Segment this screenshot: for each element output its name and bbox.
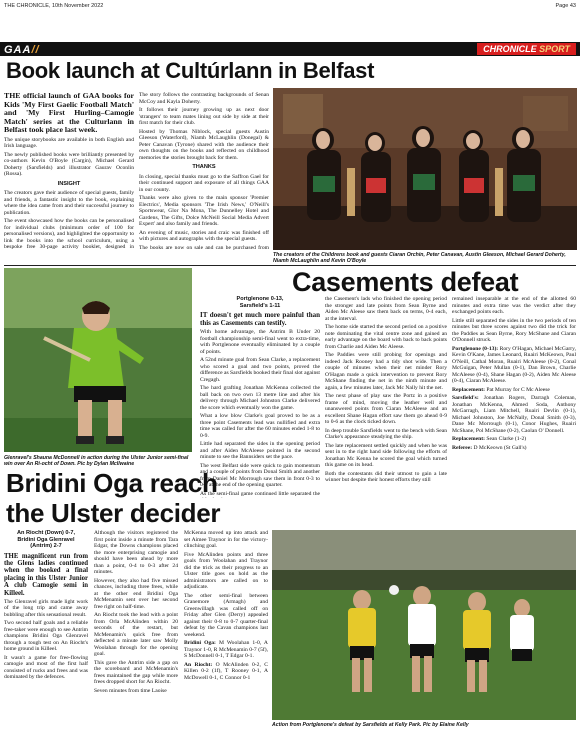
casements-para: the Casement's lads who finished the opening period the stronger and late points from Sean Byrne and Aiden Mc Aleese saw them back on terms, 0-4 each, at the interval. (325, 296, 447, 322)
book-para: Hosted by Thomas Niblock, special guests Austin Gleeson (Waterford), Niamh McLaughlin (Donegal) & Peter Canavan (Tyrone) shared with the audience their own thoughts on the books and reflected on childhood memories the stories brought back for them. (139, 128, 269, 161)
chronicle-sport-logo: CHRONICLE SPORT (477, 43, 576, 55)
masthead (0, 0, 580, 12)
book-lead: THE official launch of GAA books for Kids 'My First Gaelic Football Match' and 'My First Hurling–Camogie Match' series at the Culturlann in Belfast took place last week. (4, 92, 134, 135)
book-para: In closing, special thanks must go to the Saffron Gael for their continued support and exposure of all things GAA in our county. (139, 173, 269, 193)
book-para: The story follows the contrasting backgrounds of Senan McCoy and Kayla Doherty. (139, 92, 269, 105)
bridini-para: McKenna moved up into attack and set Aimee Traynor in for the victory-clinching goal. (184, 530, 268, 549)
insight-subhead: INSIGHT (57, 180, 81, 187)
book-headline: Book launch at Cultúrlann in Belfast (6, 58, 375, 83)
team-label: Portglenone (0-13): (452, 345, 499, 352)
bridini-para: Although the visitors registered the first point inside a minute from Tara Edgar, the Downs champions placed the more enterprising camogie and should have been ahead by more than a point, 0-4 to 0-3 after 24 minutes. (94, 530, 178, 575)
team-label: Replacement: (452, 436, 485, 442)
casements-para: The hard grafting Jonathan McKenna collected the ball back on two own 13 metre line and after his delivery through Michael Johnston Clarke delivered the score which eventually won the game. (200, 385, 320, 411)
casements-para: The next phase of play saw the Portz in a positive frame of mind, moving the leather well and unanswered points from Ciaran McAleese and an excellent Shane Hagan effort saw them go ahead 0-9 to 0-6 as the clock ticked down. (325, 393, 447, 425)
team-lineup: Referee: D McKeown (St Gall's) (452, 444, 527, 451)
bridini-lead: THE magnificent run from the Glens ladies continued when the booked a final placing in this Ulster Junior A club Camogie semi in Killeel. (4, 552, 88, 597)
casements-para: Little still separated the sides in the two periods of ten minutes but three scores against two did the trick for the Paddies as Sean Byrne, Rory McShane and Ciaran O'Donnell struck. (452, 317, 576, 343)
casements-para: As the semi-final game continued little separated the (200, 490, 320, 497)
bridini-score-3: (Antrim) 2-7 (30, 543, 62, 549)
bridini-headline-line-2: the Ulster decider (6, 498, 221, 528)
gaa-section-logo: GAA// (4, 44, 40, 56)
team-lineup: Replacement: Pat Murray for C Mc Aleese (452, 386, 550, 393)
casements-para: The west Belfast side were quick to gain momentum and a couple of points from Donal Smith and another from Daniel Mc Morrough saw them in front 0-3 to 0-1 at the end of the opening quarter. (200, 462, 320, 489)
casements-column-3 (452, 296, 576, 528)
casements-para: A 52nd minute goal from Sean Clarke, a replacement who scored a goal and two points, proved the difference as Sarsfields booked their final slot against Cregagh. (200, 357, 320, 383)
bridini-column-3 (184, 530, 268, 735)
book-para: The event showcased how the books can be personalised for individual clubs (minimum order of 100 for personalised versions), and highlighted the opportunity to link the books into the school curriculum, using a bespoke free 30-page activity booklet, designed in (4, 218, 134, 250)
book-column-2 (139, 92, 269, 250)
bridini-para: The Glenravel girls made light work of the long trip and came away bubbling after this sensational result. (4, 598, 88, 618)
bridini-column-1 (4, 530, 88, 735)
casements-para: What a low blow Clarke's goal proved to be as a three point Casements lead was nullified and extra time was called for after the 60 minutes ended 1-8 to 0-9. (200, 413, 320, 439)
bridini-headline-line-1: Bridini Oga reach (6, 468, 218, 498)
football-photo-caption: Action from Portglenone's defeat by Sarsfields at Kelly Park. Pic by Elaine Kelly (272, 722, 469, 728)
bridini-para: An Riocht took the lead with a point from Orla McAlinden within 20 seconds of the restart, but McMenamin's quick free from deflected a minute later saw Molly Woolahan through for the opening goal. (94, 612, 178, 657)
book-para: An evening of music, stories and craic was finished off with pictures and autographs with the special guests. (139, 229, 269, 242)
bridini-para: This gave the Antrim side a gap on the scoreboard and McMenamin's frees maintained the gap while more frees dropped short for An Riocht. (94, 659, 178, 685)
casements-score-2: Sarsfield's 1-11 (239, 302, 281, 309)
bridini-score-2: Bridini Oga Glenravel (17, 536, 75, 543)
team-label: Referee: (452, 444, 473, 451)
bridini-lineup: An Riocht: O McAlinden 0-2, C Killen 0-2 (1f), T Rooney 0-1, A McDowell 0-1, C Connor 0-1 (184, 661, 268, 681)
casements-para: remained inseparable at the end of the allotted 60 minutes and extra time was the verdict after they exchanged points each. (452, 296, 576, 315)
bridini-para: Two second half goals and a reliable free-taker were enough to see Antrim champions Bridini Oga Glenravel through a tough test on An Riocht's home ground in Killeel. (4, 620, 88, 653)
bridini-lineup: Bridini Oga: M Woolahan 1-0, A Traynor 1-0, R McMenamin 0-7 (5f), S McDonnell 0-1, T Edgar 0-1. (184, 640, 268, 659)
bridini-para: Seven minutes from time Laoise (94, 687, 167, 694)
team-lineup: Portglenone (0-13): Rory O'Hagan, Michael McGarry, Kevin O'Kane, James Leonard, Ruairi McKeown, Paul O'Neill, Cathal Moran, Ruairi McAleese (0-2), Conal McGuigan, Peter Mullan (0-1), Dan Brown, Charlie McAleese (0-4), Shane Hagan (0-2), Aiden Mc Aleese (0-4), Ciaran McAleese. (452, 345, 576, 384)
bridini-para: It wasn't a game for free-flowing camogie and most of the first half consisted of rucks and frees and was dominated by the defences. (4, 654, 88, 681)
page-number: Page 43 (555, 3, 576, 9)
book-para: The unique storybooks are available in both English and Irish language. (4, 136, 134, 150)
casements-column-2 (325, 296, 447, 498)
casements-para: Little had separated the sides in the opening period and after Aiden McAleese pointed in the second minute to see the Bannsiders set the pace. (200, 441, 320, 461)
casements-para: Both the contestants did their utmost to gain a late winner but despite their honest efforts they still (325, 470, 447, 483)
football-action-photo (272, 530, 576, 720)
casements-column-1 (200, 296, 320, 498)
bridini-para: The other semi-final between Granemore (Armagh) and Greenwillagh was called off on Friday after Glen (Derry) appealed against their 0-8 to 0-7 quarter-final defeat by the Cavan champions last weekend. (184, 592, 268, 638)
book-launch-photo (273, 88, 577, 250)
book-para: The creators gave their audience of special guests, family and friends, a fantastic insight to the book, explaining where the idea came from and their successful journey to publication. (4, 190, 134, 216)
bridini-score-1: An Riocht (Down) 0-7, (16, 530, 76, 536)
book-column-1 (4, 92, 134, 250)
team-lineup: Sarsfield's: Jonathan Rogers, Darragh Coleman, Jonathan McKenna, Ahmed Soda, Anthony McGarragh, Liam Mitchell, Ruairi Devlin (0-1), Michael Johnston, Joe McNally, Donal Smith (0-3), Dane Mc Morrough (0-1), Conor Hughes, Ruairi McShane, Pol McShane (0-2), Caolan O' Donnell. (452, 395, 576, 434)
lineup-label: Bridini Oga: (184, 640, 216, 646)
divider (4, 265, 576, 266)
glenravel-photo-caption: Glenravel's Shauna McDonnell in action during the Ulster Junior semi-final win over An Ri-ocht of Down. Pic by Dylan McIlwaine (4, 455, 189, 467)
book-para: The newly published books were brilliantly presented by co-authors Kevin O'Boyle (Cargin), Michael Gerard Doherty (Sarsfields) and illustrator Gaurav Oconlin (Rossa). (4, 151, 134, 178)
book-para: The books are now on sale and can be purchased from (139, 244, 269, 250)
paper-date: THE CHRONICLE, 10th November 2022 (4, 3, 104, 9)
book-photo-caption: The creators of the Childrens book and guests Ciaran Orchin, Peter Canavan, Austin Gleeson, Michael Gerard Doherty, Niamh McLaughlin and Kevin O'Boyle (273, 252, 566, 264)
casements-para: In deep trouble Sarsfields went to the bench with Sean Clarke's appearance steadying the ship. (325, 427, 447, 440)
team-label: Sarsfield's: (452, 395, 479, 401)
casements-para: The Paddies were still probing for openings and indeed Jack Rooney had a tidy shot wide. Then a couple of minutes when their net minder Rory O'Hagan made a quick intervention to prevent Rory McShane finding the net in the ninth minute and again, a few minutes later, Jack Mc Nally hit the net. (325, 352, 447, 391)
team-label: Replacement: (452, 386, 485, 393)
bridini-para: However, they also had five missed chances, including three frees, while at the other end Bridini Oga McMenamin sent over her second free right on half-time. (94, 577, 178, 610)
casements-para: With home advantage, the Antrim B Under 20 football championship semi-final went to extra-time, with Portglenone eventually eliminated by a couple of points. (200, 329, 320, 355)
casements-para: The late replacement settled quickly and when he was sent in to the right hand side following the efforts of Jonathan Mc Kenna he scored the goal which turned this game on its head. (325, 442, 447, 468)
glenravel-action-photo (4, 268, 192, 452)
team-lineup: Replacement: Sean Clarke (1-2) (452, 436, 527, 442)
book-para: It follows their journey growing up as next door 'strangers' to team mates lining out side by side at their first match for their club. (139, 107, 269, 126)
casements-lead: IT doesn't get much more painful than this as Casements can testify. (200, 311, 320, 327)
bridini-column-2 (94, 530, 178, 735)
bridini-para: Five McAlinden points and three goals from Woolahan and Traynor did the trick as their progress to an Ulster title goes on hold as the administrators are called on to adjudicate. (184, 551, 268, 590)
casements-headline: Casements defeat (292, 267, 519, 297)
casements-score-1: Portglenone 0-13, (236, 296, 284, 302)
book-para: Thanks were also given to the main sponsor 'Premier Electrics', Media sponsors 'The Irish News,' O'Neill's Sportswear, Glor Na Mona, The Dunnelley Hotel and Gardens, The Gifts, Dolce McNeill Social Media Advert Expert' and also family and friends. (139, 195, 269, 227)
thanks-subhead: THANKS (192, 164, 216, 170)
casements-para: The home side started the second period on a positive note dominating the vital centre zone and gained an early advantage on the board with back to back points from Charlie and Aiden Mc Aleese. (325, 324, 447, 350)
lineup-label: An Riocht: (184, 661, 213, 668)
